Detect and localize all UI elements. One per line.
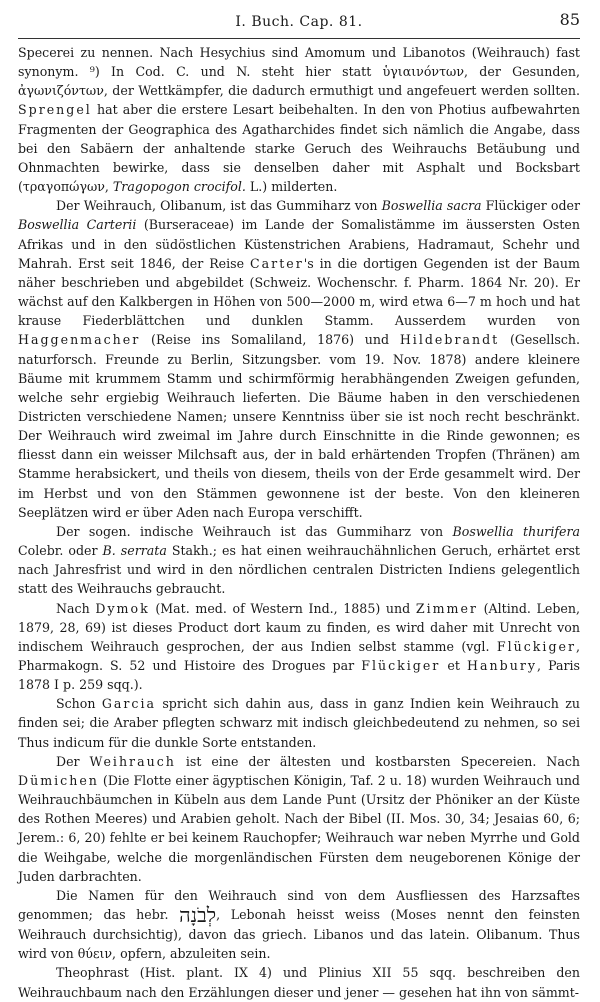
text-run: Specerei zu nennen. Nach Hesychius sind Amomum und Libanotos (Weihrauch) fast synonym. ⁹) In Cod. C. und N. steht hier statt ὑγιαινόντων, der Gesunden, ἀγωνιζόντων, der Wettkämpfer, die dadurch ermuthigt und angefeuert werden sollten. <box>18 45 580 99</box>
author-name: Carter <box>250 255 304 271</box>
paragraph-theophrast <box>18 963 580 1001</box>
running-head <box>18 10 580 36</box>
author-name: Hildebrandt <box>399 332 500 348</box>
species-name: Tragopogon crocifol. <box>112 179 246 195</box>
text-run: Stakh.; es hat einen weihrauchähnlichen Geruch, erhärtet erst nach Jahresfrist und wird in den nördlichen centralen Districten Indiens gelegentlich statt des Weihrauchs gebraucht. <box>18 543 580 597</box>
text-run: hat aber die erstere Lesart beibehalten. In den von Photius aufbewahrten Fragmenten der Geographica des Agatharchides findet sich nämlich die Angabe, dass bei den Sabäern der anhaltende starke Geruch des Weihrauchs Betäubung und Ohnmachten bewirke, dass sie denselben daher mit Asphalt und Bocksbart (τραγοπώγων, <box>18 102 580 195</box>
paragraph-indian-incense <box>18 522 580 599</box>
text-run: , Paris 1878 I p. 259 sqq.). <box>18 658 580 693</box>
author-name: Garcia <box>101 696 157 712</box>
text-run: 's in die dortigen Gegenden ist der Baum näher beschrieben und abgebildet (Schweiz. Wochenschr. f. Pharm. 1864 Nr. 20). Er wächst auf den Kalkbergen in Höhen von 500—2000 m, wird etwa 6—7 m hoch und hat krause Fiederblättchen und dunklen Stamm. Ausserdem wurden von <box>18 255 580 329</box>
author-name: Hanbury <box>467 658 537 673</box>
text-run: L.) milderten. <box>245 179 338 195</box>
text-run: (Die Flotte einer ägyptischen Königin, Taf. 2 u. 18) wurden Weihrauch und Weihrauchbäumchen in Kübeln aus dem Lande Punt (Ursitz der Phöniker an der Küste des Rothen Meeres) und Arabien geholt. Nach der Bibel (II. Mos. 30, 34; Jesaias 60, 6; Jerem.: 6, 20) fehlte er bei keinem Rauchopfer; Weihrauch war neben Myrrhe und Gold die Weihgabe, welche die morgenländischen Fürsten dem neugeborenen Könige der Juden darbrachten. <box>18 772 580 884</box>
text-run: , Pharmakogn. S. 52 und Histoire des Drogues par <box>18 638 580 673</box>
author-name: Sprengel <box>18 102 92 118</box>
header-rule <box>18 38 580 39</box>
text-run: (Reise ins Somaliland, 1876) und <box>140 332 400 348</box>
species-name: Boswellia Carterii <box>18 217 137 233</box>
hebrew-word: לְבֹנָה <box>179 903 217 928</box>
text-run: (Gesellsch. naturforsch. Freunde zu Berlin, Sitzungsber. vom 19. Nov. 1878) andere kleinere Bäume mit krummem Stamm und schirmförmig herabhängenden Zweigen gefunden, welche sehr ergiebig Weihrauch lieferten. Die Bäume haben in den verschiedenen Districten verschiedene Namen; unsere Kenntniss über sie ist noch recht beschränkt. Der Weihrauch wird zweimal im Jahre durch Einschnitte in die Rinde gewonnen; es fliesst dann ein weisser Milchsaft aus, der in bald erhärtenden Tropfen (Thränen) am Stamme herabsickert, und theils von diesem, theils von der Erde gesammelt wird. Der im Herbst und von den Stämmen gewonnene ist der beste. Von den kleineren Seeplätzen wird er über Aden nach Europa verschifft. <box>18 332 580 520</box>
species-name: Boswellia sacra <box>381 198 482 214</box>
running-title: I. Buch. Cap. 81. <box>235 14 363 30</box>
text-run: et <box>440 658 468 673</box>
text-run: Theophrast (Hist. plant. IX 4) und Plinius XII 55 sqq. beschreiben den Weihrauchbaum nach den Erzählungen dieser und jener — gesehen hat ihn von sämmt- <box>18 965 580 1000</box>
paragraph-dymok <box>18 599 580 695</box>
author-name: Dymok <box>95 600 150 616</box>
text-run: Der <box>56 753 90 769</box>
text-run: ist eine der ältesten und kostbarsten Specereien. Nach <box>175 753 580 769</box>
text-run: (Burseraceae) im Lande der Somalistämme im äussersten Osten Afrikas und in den südöstlichen Küstenstrichen Arabiens, Hadramaut, Schehr und Mahrah. Erst seit 1846, der Reise <box>18 217 580 271</box>
book-page <box>18 10 580 1002</box>
author-name: Haggenmacher <box>18 332 141 348</box>
author-name: Flückiger <box>361 658 441 673</box>
species-name: B. serrata <box>102 543 167 559</box>
author-name: Zimmer <box>415 600 478 616</box>
page-body <box>18 43 580 1002</box>
text-run: spricht sich dahin aus, dass in ganz Indien kein Weihrauch zu finden sei; die Araber pflegten schwarz mit indisch gleichbedeutend zu nehmen, so sei Thus indicum für die dunkle Sorte entstanden. <box>18 696 580 750</box>
text-run: , Lebonah heisst weiss (Moses nennt den feinsten Weihrauch durchsichtig), davon das griech. Libanos und das latein. Olibanum. Thus wird von θύειν, opfern, abzuleiten sein. <box>18 907 580 962</box>
paragraph-garcia <box>18 694 580 751</box>
author-name: Flückiger <box>496 638 576 654</box>
text-run: Colebr. oder <box>18 543 103 559</box>
page-number: 85 <box>559 10 580 29</box>
text-run: Flückiger oder <box>481 198 580 214</box>
paragraph-names <box>18 886 580 963</box>
text-run: Der Weihrauch, Olibanum, ist das Gummiharz von <box>56 198 382 214</box>
paragraph-olibanum <box>18 196 580 522</box>
text-run: (Altind. Leben, 1879, 28, 69) ist dieses Product dort kaum zu finden, es wird daher mit Unrecht von indischem Weihrauch gesprochen, der aus Indien selbst stamme (vgl. <box>18 600 580 654</box>
paragraph-history <box>18 752 580 886</box>
text-run: Der sogen. indische Weihrauch ist das Gummiharz von <box>56 523 453 539</box>
text-run: (Mat. med. of Western Ind., 1885) und <box>149 600 416 616</box>
text-run: Schon <box>56 696 102 712</box>
text-run: Die Namen für den Weihrauch sind von dem Ausfliessen des Harzsaftes genommen; das hebr. <box>18 887 580 923</box>
author-name: Dümichen <box>18 772 99 788</box>
species-name: Boswellia thurifera <box>452 523 580 539</box>
keyword: Weihrauch <box>89 753 176 769</box>
text-run: Nach <box>56 600 96 616</box>
paragraph-continued <box>18 43 580 196</box>
